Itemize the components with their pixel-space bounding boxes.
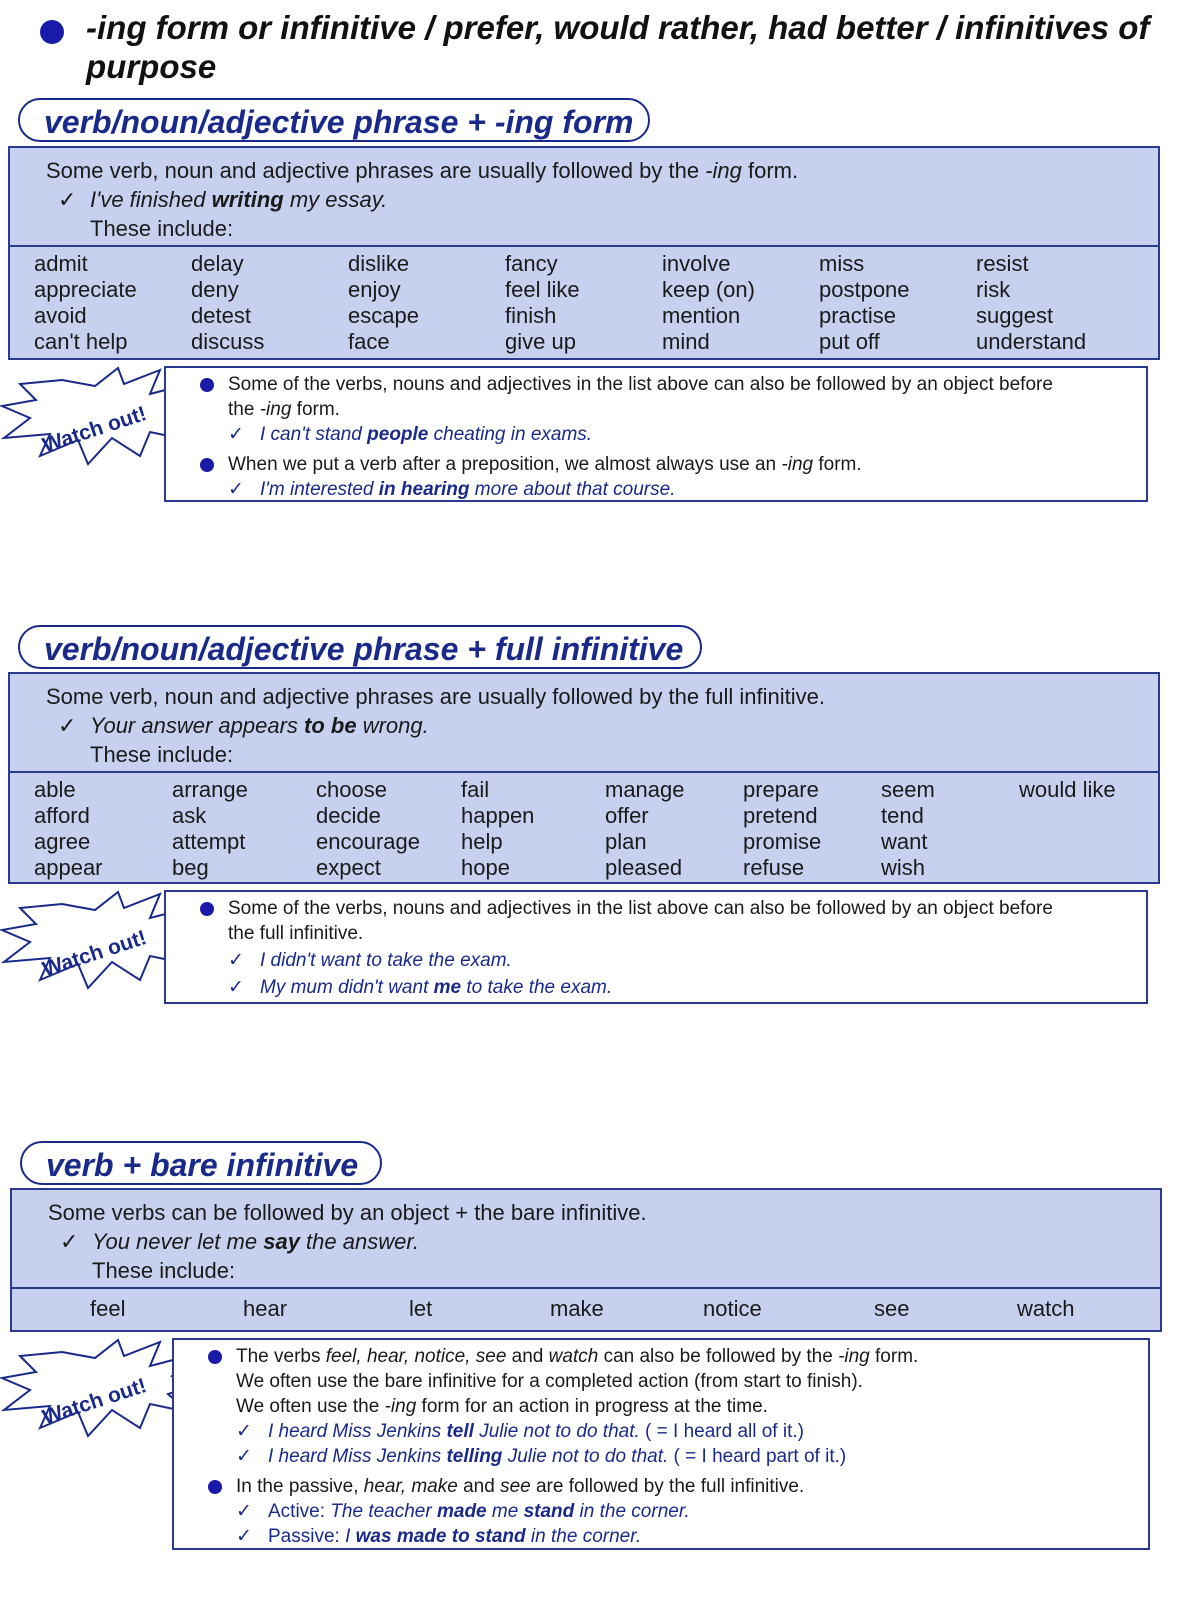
tick-icon: ✓ — [228, 950, 244, 971]
full-inf-include-label: These include: — [90, 742, 234, 767]
section-header-full-infinitive: verb/noun/adjective phrase + full infinitive — [18, 625, 702, 669]
ing-col: miss postpone practise put off — [819, 251, 910, 354]
full-inf-watch-out-notes — [164, 890, 1148, 1004]
tick-icon: ✓ — [236, 1526, 252, 1547]
bullet-icon — [200, 902, 214, 916]
ing-note-2: When we put a verb after a preposition, we almost always use an -ing form. ✓ I'm interested in hearing more about that course. — [166, 452, 1146, 502]
full-inf-intro-example: ✓ Your answer appears to be wrong. — [58, 713, 429, 738]
tick-icon: ✓ — [236, 1446, 252, 1467]
ing-form-box — [8, 146, 1160, 360]
tick-icon: ✓ — [236, 1421, 252, 1442]
bare-infinitive-box — [10, 1188, 1162, 1332]
bare-intro-example: ✓ You never let me say the answer. — [60, 1229, 419, 1254]
ing-word-grid — [10, 247, 1158, 355]
bare-note-2: In the passive, hear, make and see are followed by the full infinitive. ✓ Active: The teacher made me stand in the corner. ✓ Passive: I was made to stand in the corner. — [174, 1474, 1148, 1549]
ing-col: dislike enjoy escape face — [348, 251, 419, 354]
tick-icon: ✓ — [228, 977, 244, 998]
tick-icon: ✓ — [60, 1229, 79, 1254]
ing-intro: Some verb, noun and adjective phrases are usually followed by the -ing form. ✓ I've finished writing my essay. These include: — [10, 148, 1158, 243]
ing-col: admit appreciate avoid can't help — [34, 251, 137, 354]
page-title-line2: purpose — [86, 48, 217, 85]
ing-intro-example: ✓ I've finished writing my essay. — [58, 187, 388, 212]
watch-out-label: Watch out! — [39, 402, 150, 458]
full-inf-word-grid: able afford agree appear arrange ask attempt beg choose decide encourage expect fail happen help hope manage offer plan pleased prepare pretend promise refuse seem tend want wish would like — [34, 777, 1116, 880]
section-header-bare-infinitive: verb + bare infinitive — [20, 1141, 382, 1185]
watch-out-label: Watch out! — [39, 926, 150, 982]
ing-note-example: ✓ I'm interested in hearing more about that course. — [228, 479, 676, 500]
ing-include-label: These include: — [90, 216, 234, 241]
ing-note-example: ✓ I can't stand people cheating in exams. — [228, 424, 593, 445]
ing-col: resist risk suggest understand — [976, 251, 1087, 354]
bare-watch-out-notes — [172, 1338, 1150, 1550]
section-header-ing-form: verb/noun/adjective phrase + -ing form — [18, 98, 650, 142]
ing-col: fancy feel like finish give up — [505, 251, 580, 354]
bullet-icon — [200, 458, 214, 472]
full-inf-note-1: Some of the verbs, nouns and adjectives in the list above can also be followed by an object before the full infinitive. ✓ I didn't want to take the exam. ✓ My mum didn't want me to take the exam. — [166, 896, 1146, 1000]
ing-col: involve keep (on) mention mind — [662, 251, 755, 354]
ing-col: delay deny detest discuss — [191, 251, 265, 354]
bare-intro: Some verbs can be followed by an object + the bare infinitive. ✓ You never let me say the answer. These include: — [12, 1190, 1160, 1285]
tick-icon: ✓ — [228, 479, 244, 500]
tick-icon: ✓ — [58, 187, 77, 212]
tick-icon: ✓ — [236, 1501, 252, 1522]
full-inf-intro: Some verb, noun and adjective phrases are usually followed by the full infinitive. ✓ Your answer appears to be wrong. These include: — [10, 674, 1158, 769]
full-infinitive-box — [8, 672, 1160, 884]
ing-watch-out-notes — [164, 366, 1148, 502]
bullet-icon — [208, 1480, 222, 1494]
bullet-icon — [208, 1350, 222, 1364]
bare-note-1: The verbs feel, hear, notice, see and watch can also be followed by the -ing form. We often use the bare infinitive for a completed action (from start to finish). We often use the -ing form for an action in progress at the time. ✓ I heard Miss Jenkins tell Julie not to do that. ( = I heard all of it.) ✓ I heard Miss Jenkins telling Julie not to do that. ( = I heard part of it.) — [174, 1344, 1148, 1469]
tick-icon: ✓ — [228, 424, 244, 445]
ing-note-1: Some of the verbs, nouns and adjectives in the list above can also be followed by an object before the -ing form. ✓ I can't stand people cheating in exams. — [166, 372, 1146, 447]
title-bullet-icon — [40, 20, 64, 44]
page-title — [86, 8, 1186, 86]
bare-word-row: feel hear let make notice see watch — [90, 1296, 1075, 1321]
page-title-line1: -ing form or infinitive / prefer, would rather, had better / infinitives of — [86, 9, 1150, 46]
tick-icon: ✓ — [58, 713, 77, 738]
bullet-icon — [200, 378, 214, 392]
watch-out-label: Watch out! — [39, 1374, 150, 1430]
bare-include-label: These include: — [92, 1258, 236, 1283]
